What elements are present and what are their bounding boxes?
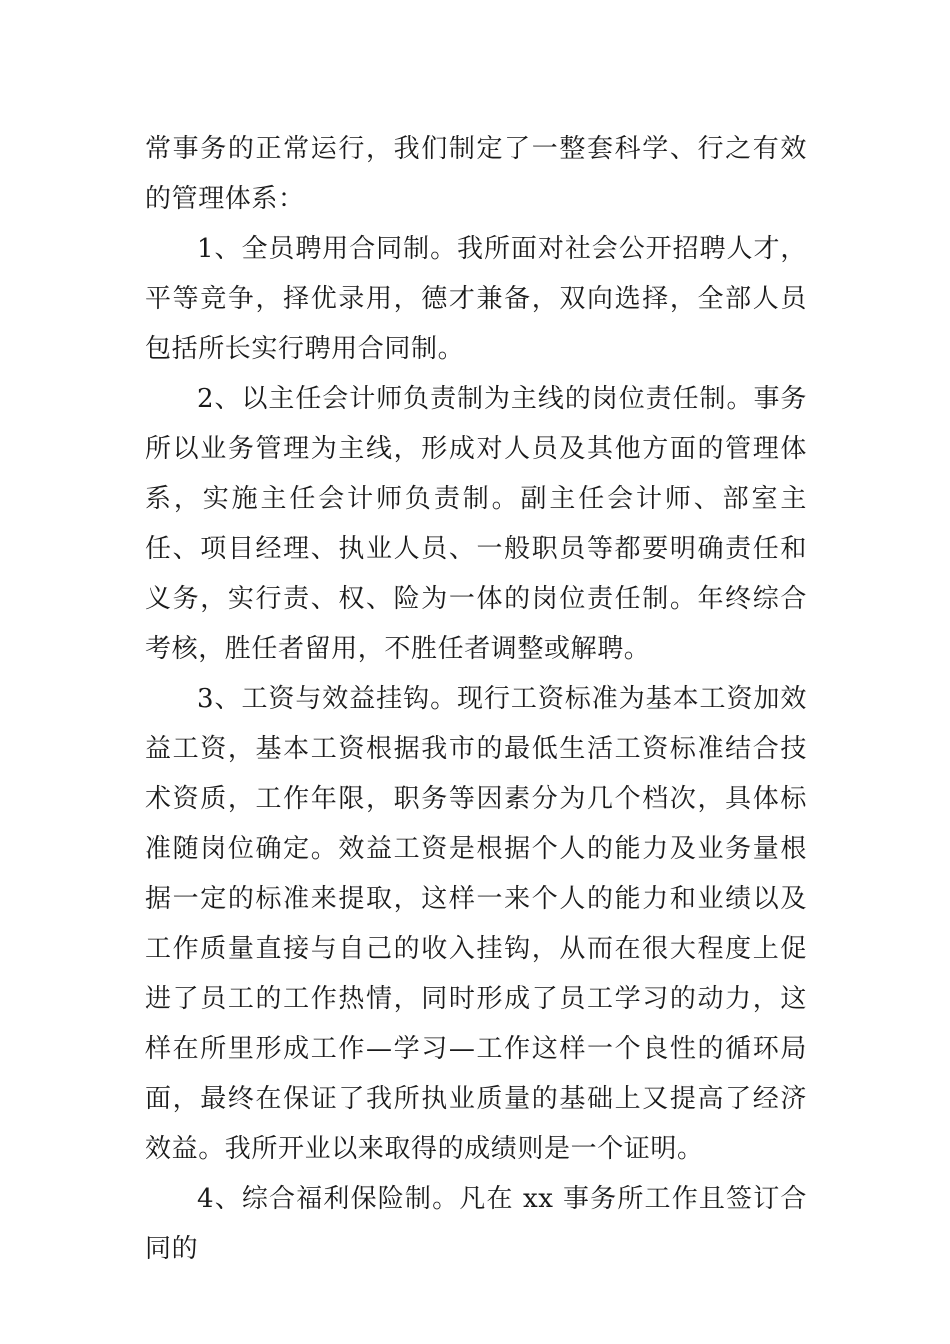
paragraph-item-4: 4、综合福利保险制。凡在 xx 事务所工作且签订合同的 [145, 1184, 807, 1264]
paragraph-item-3: 3、工资与效益挂钩。现行工资标准为基本工资加效益工资，基本工资根据我市的最低生活工资标准结合技术资质，工作年限，职务等因素分为几个档次，具体标准随岗位确定。效益工资是根据个人的能力及业务量根据一定的标准来提取，这样一来个人的能力和业绩以及工作质量直接与自己的收入挂钩，从而在很大程度上促进了员工的工作热情，同时形成了员工学习的动力，这样在所里形成工作—学习—工作这样一个良性的循环局面，最终在保证了我所执业质量的基础上又提高了经济效益。我所开业以来取得的成绩则是一个证明。 [145, 684, 807, 1164]
paragraph-item-2: 2、以主任会计师负责制为主线的岗位责任制。事务所以业务管理为主线，形成对人员及其他方面的管理体系，实施主任会计师负责制。副主任会计师、部室主任、项目经理、执业人员、一般职员等都要明确责任和义务，实行责、权、险为一体的岗位责任制。年终综合考核，胜任者留用，不胜任者调整或解聘。 [145, 384, 807, 664]
document-body [145, 124, 807, 1274]
paragraph-continuation: 常事务的正常运行，我们制定了一整套科学、行之有效的管理体系： [145, 134, 807, 214]
paragraph-item-1: 1、全员聘用合同制。我所面对社会公开招聘人才，平等竞争，择优录用，德才兼备，双向选择，全部人员包括所长实行聘用合同制。 [145, 234, 807, 364]
